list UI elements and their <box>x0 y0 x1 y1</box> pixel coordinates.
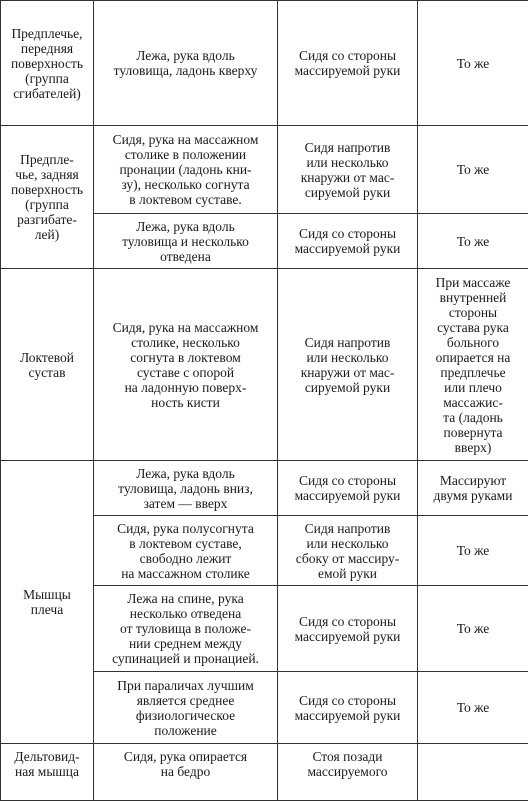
note-cell: То же <box>418 516 528 586</box>
body-region-cell: Локтевой сустав <box>1 269 94 461</box>
body-region-cell: Предпле- чье, задняя поверхность (группа разгибате- лей) <box>1 126 94 269</box>
masseur-position-cell: Сидя со стороны массируемой руки <box>278 1 418 126</box>
masseur-position-cell: Сидя со стороны массируемой руки <box>278 586 418 672</box>
table-row <box>1 744 528 801</box>
patient-position-cell: При параличах лучшим является среднее физиологическое положение <box>94 672 278 744</box>
table-row <box>1 126 528 214</box>
patient-position-cell: Лежа на спине, рука несколько отведена от туловища в положе- нии среднем между супинацией и пронацией. <box>94 586 278 672</box>
masseur-position-cell: Сидя напротив или несколько кнаружи от мас- сируемой руки <box>278 126 418 214</box>
note-cell: То же <box>418 672 528 744</box>
patient-position-cell: Лежа, рука вдоль туловища, ладонь кверху <box>94 1 278 126</box>
table-row <box>1 269 528 461</box>
patient-position-cell: Сидя, рука на массажном столике в положении пронации (ладонь кни- зу), несколько согнута в локтевом суставе. <box>94 126 278 214</box>
masseur-position-cell: Сидя со стороны массируемой руки <box>278 461 418 516</box>
masseur-position-cell: Сидя со стороны массируемой руки <box>278 214 418 269</box>
patient-position-cell: Лежа, рука вдоль туловища и несколько отведена <box>94 214 278 269</box>
body-region-cell: Дельтовид- ная мышца <box>1 744 94 801</box>
note-cell: То же <box>418 586 528 672</box>
patient-position-cell: Сидя, рука опирается на бедро <box>94 744 278 801</box>
note-cell: Массируют двумя руками <box>418 461 528 516</box>
masseur-position-cell: Сидя со стороны массируемой руки <box>278 672 418 744</box>
note-cell: То же <box>418 214 528 269</box>
table-row <box>1 1 528 126</box>
masseur-position-cell: Сидя напротив или несколько сбоку от массиру- емой руки <box>278 516 418 586</box>
patient-position-cell: Сидя, рука на массажном столике, несколько согнута в локтевом суставе с опорой на ладонную поверх- ность кисти <box>94 269 278 461</box>
note-cell <box>418 744 528 801</box>
patient-position-cell: Лежа, рука вдоль туловища, ладонь вниз, затем — вверх <box>94 461 278 516</box>
body-region-cell: Мышцы плеча <box>1 461 94 744</box>
table-row <box>1 461 528 516</box>
patient-position-cell: Сидя, рука полусогнута в локтевом суставе, свободно лежит на массажном столике <box>94 516 278 586</box>
note-cell: При массаже внутренней стороны сустава рука больного опирается на предплечье или плечо массажис- та (ладонь повернута вверх) <box>418 269 528 461</box>
note-cell: То же <box>418 1 528 126</box>
masseur-position-cell: Стоя позади массируемого <box>278 744 418 801</box>
note-cell: То же <box>418 126 528 214</box>
body-region-cell: Предплечье, передняя поверхность (группа сгибателей) <box>1 1 94 126</box>
masseur-position-cell: Сидя напротив или несколько кнаружи от мас- сируемой руки <box>278 269 418 461</box>
